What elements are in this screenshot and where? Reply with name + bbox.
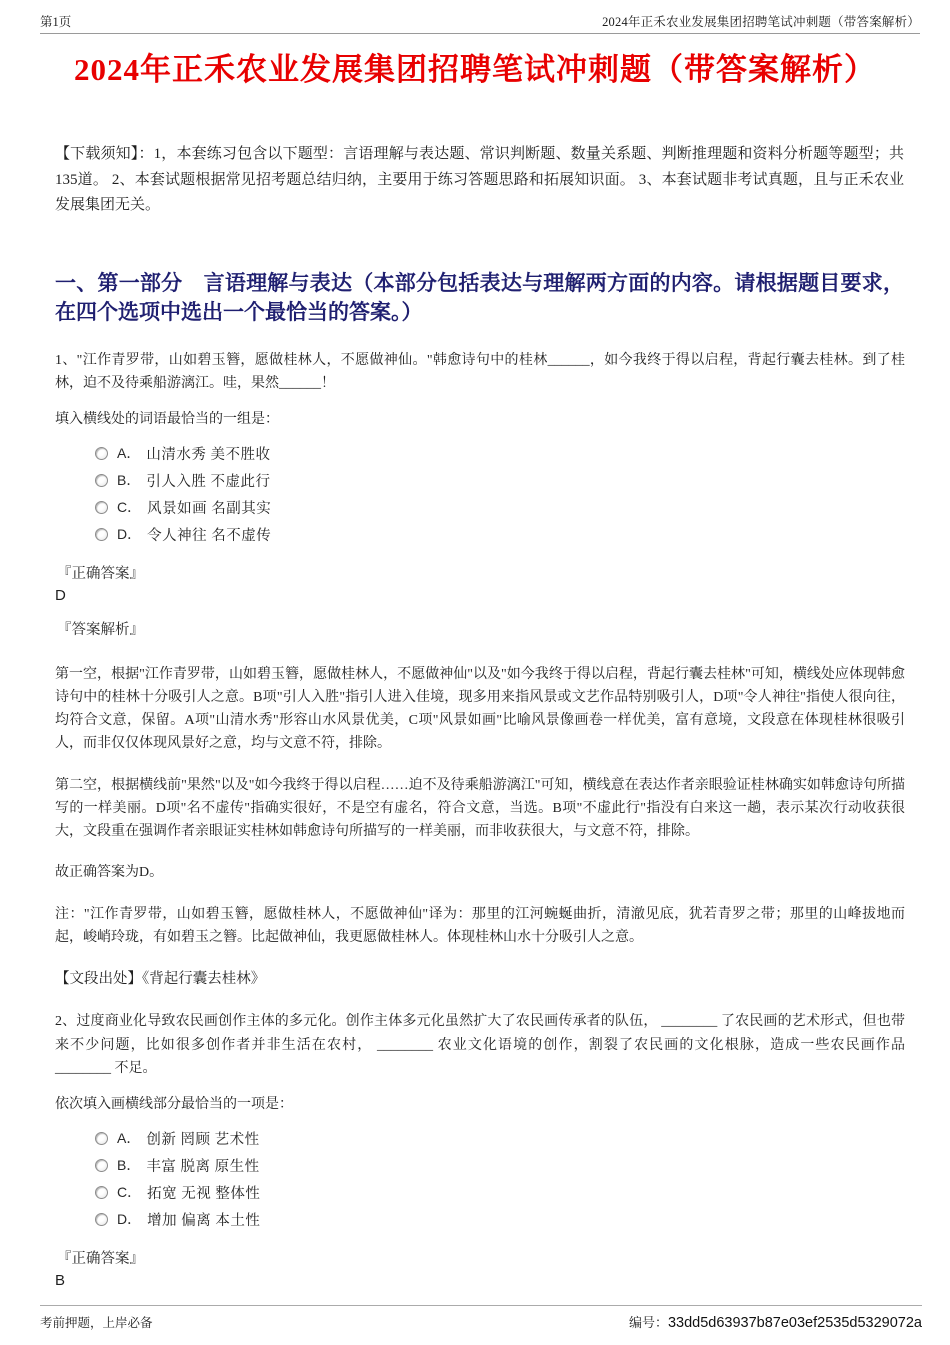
- answer-conclusion: 故正确答案为D。: [55, 865, 164, 881]
- option-row-b[interactable]: [95, 1152, 950, 1179]
- analysis-paragraph-2: 第二空，根据横线前"果然"以及"如今我终于得以启程……迫不及待乘船游漓江"可知，横线意在表达作者亲眼验证桂林确实如韩愈诗句所描写的一样美丽。D项"名不虚传"指确实很好，不是空有虚名，符合文意，当选。B项"不虚此行"指没有白来这一趟，表示某次行动收获很大，文段重在强调作者亲眼证实桂林如韩愈诗句所描写的一样美丽，而非收获很大，与文意不符，排除。: [55, 777, 905, 840]
- option-text: 令人神往 名不虚传: [147, 527, 272, 544]
- radio-button-icon[interactable]: [95, 1132, 108, 1145]
- section-heading: 一、第一部分 言语理解与表达（本部分包括表达与理解两方面的内容。请根据题目要求，在四个选项中选出一个最恰当的答案。）: [55, 270, 904, 324]
- radio-button-icon[interactable]: [95, 474, 108, 487]
- source-line: 【文段出处】《背起行囊去桂林》: [55, 971, 266, 988]
- option-row-d[interactable]: [95, 1206, 950, 1233]
- option-text: 丰富 脱离 原生性: [146, 1158, 260, 1175]
- option-letter: A．: [117, 1130, 141, 1147]
- question-1-options: [95, 440, 950, 548]
- option-text: 风景如画 名副其实: [147, 500, 272, 517]
- option-row-d[interactable]: [95, 521, 950, 548]
- correct-answer-value: B: [55, 1271, 66, 1289]
- translation-note: 注："江作青罗带，山如碧玉簪，愿做桂林人，不愿做神仙"译为：那里的江河蜿蜒曲折，清澈见底，犹若青罗之带；那里的山峰拔地而起，峻峭玲珑，有如碧玉之簪。比起做神仙，我更愿做桂林人。体现桂林山水十分吸引人之意。: [55, 906, 905, 945]
- option-row-c[interactable]: [95, 1179, 950, 1206]
- option-letter: B．: [117, 1157, 141, 1174]
- header-doc-title: 2024年正禾农业发展集团招聘笔试冲刺题（带答案解析）: [602, 15, 920, 29]
- option-letter: B．: [117, 472, 141, 489]
- page-header: [40, 12, 920, 34]
- download-notice: 【下载须知】：1，本套练习包含以下题型：言语理解与表达题、常识判断题、数量关系题、判断推理题和资料分析题等题型；共135道。 2、本套试题根据常见招考题总结归纳，主要用于练习答题思路和拓展知识面。 3、本套试题非考试真题，且与正禾农业发展集团无关。: [55, 146, 904, 214]
- option-text: 创新 罔顾 艺术性: [146, 1131, 260, 1148]
- footer-slogan: 考前押题，上岸必备: [40, 1316, 153, 1330]
- option-text: 拓宽 无视 整体性: [147, 1185, 261, 1202]
- option-text: 引人入胜 不虚此行: [146, 473, 271, 490]
- correct-answer-value: D: [55, 586, 66, 604]
- option-letter: A．: [117, 445, 141, 462]
- correct-answer-label: 『正确答案』: [57, 1250, 144, 1267]
- option-letter: C．: [117, 499, 142, 516]
- question-1-stem: 1、"江作青罗带，山如碧玉簪，愿做桂林人，不愿做神仙。"韩愈诗句中的桂林______，如今我终于得以启程，背起行囊去桂林。到了桂林，迫不及待乘船游漓江。哇，果然______！: [55, 352, 905, 392]
- analysis-paragraph-1: 第一空，根据"江作青罗带，山如碧玉簪，愿做桂林人，不愿做神仙"以及"如今我终于得以启程，背起行囊去桂林"可知，横线处应体现韩愈诗句中的桂林十分吸引人之意。B项"引人入胜"指引人进入佳境，现多用来指风景或文艺作品特别吸引人，D项"令人神往"指使人很向往，均符合文意，保留。A项"山清水秀"形容山水风景优美，C项"风景如画"比喻风景像画卷一样优美，富有意境，文段意在体现桂林很吸引人，而非仅仅体现风景好之意，均与文意不符，排除。: [55, 666, 905, 752]
- question-2-stem: 2、过度商业化导致农民画创作主体的多元化。创作主体多元化虽然扩大了农民画传承者的队伍， ________ 了农民画的艺术形式，但也带来不少问题，比如很多创作者并非生活在农村， ________ 农业文化语境的创作，割裂了农民画的文化根脉，造成一些农民画作品 ________ 不足。: [55, 1014, 905, 1077]
- radio-button-icon[interactable]: [95, 501, 108, 514]
- doc-number: [629, 1312, 922, 1331]
- doc-number-label: 编号：: [628, 1315, 668, 1330]
- option-row-b[interactable]: [95, 467, 950, 494]
- radio-button-icon[interactable]: [95, 1159, 108, 1172]
- page-footer: [40, 1305, 922, 1331]
- correct-answer-label: 『正确答案』: [57, 565, 144, 582]
- radio-button-icon[interactable]: [95, 1213, 108, 1226]
- radio-button-icon[interactable]: [95, 447, 108, 460]
- question-2: [0, 1010, 950, 1289]
- doc-number-value: 33dd5d63937b87e03ef2535d5329072a: [667, 1315, 922, 1331]
- option-letter: C．: [117, 1184, 142, 1201]
- radio-button-icon[interactable]: [95, 528, 108, 541]
- option-row-a[interactable]: [95, 1125, 950, 1152]
- radio-button-icon[interactable]: [95, 1186, 108, 1199]
- option-row-a[interactable]: [95, 440, 950, 467]
- question-1: [0, 349, 950, 988]
- question-2-prompt: 依次填入画横线部分最恰当的一项是：: [55, 1096, 293, 1112]
- option-text: 山清水秀 美不胜收: [146, 446, 271, 463]
- analysis-label: 『答案解析』: [57, 621, 144, 638]
- question-2-options: [95, 1125, 950, 1233]
- page-number: 第1页: [40, 15, 72, 29]
- question-1-prompt: 填入横线处的词语最恰当的一组是：: [55, 411, 279, 427]
- option-text: 增加 偏离 本土性: [147, 1212, 261, 1229]
- option-letter: D．: [117, 1211, 142, 1228]
- document-title: 2024年正禾农业发展集团招聘笔试冲刺题（带答案解析）: [74, 52, 876, 87]
- option-letter: D．: [117, 526, 142, 543]
- option-row-c[interactable]: [95, 494, 950, 521]
